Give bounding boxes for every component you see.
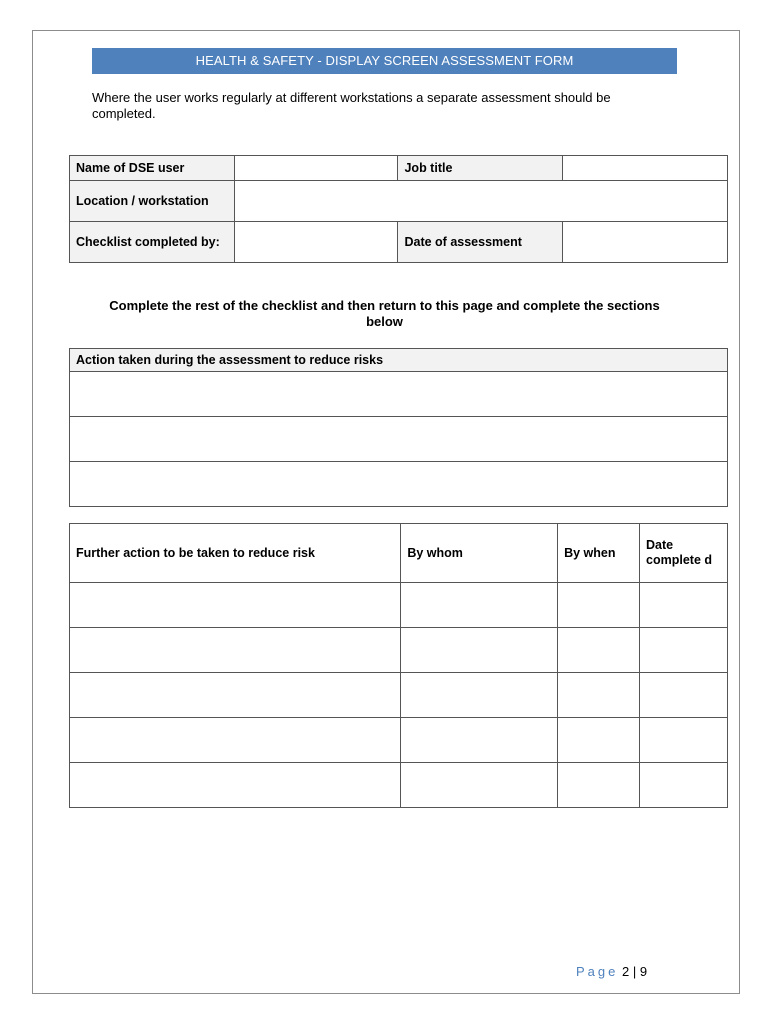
intro-text: Where the user works regularly at different workstations a separate assessment should be completed. (92, 90, 611, 121)
page-number-footer (576, 964, 647, 979)
date-completed-header: Date complete d (640, 524, 728, 583)
checklist-completed-by-field[interactable] (234, 222, 398, 263)
table-row (70, 673, 728, 718)
date-of-assessment-field[interactable] (563, 222, 728, 263)
actions-taken-header: Action taken during the assessment to reduce risks (70, 349, 728, 372)
by-whom-cell[interactable] (401, 583, 558, 628)
date-completed-cell[interactable] (640, 718, 728, 763)
table-row (70, 583, 728, 628)
further-action-cell[interactable] (70, 718, 401, 763)
name-of-dse-user-label: Name of DSE user (70, 156, 235, 181)
actions-taken-table (69, 348, 728, 507)
by-whom-cell[interactable] (401, 718, 558, 763)
by-when-header: By when (558, 524, 640, 583)
by-whom-cell[interactable] (401, 628, 558, 673)
by-when-cell[interactable] (558, 718, 640, 763)
checklist-completed-by-label: Checklist completed by: (70, 222, 235, 263)
by-when-cell[interactable] (558, 673, 640, 718)
by-whom-header: By whom (401, 524, 558, 583)
further-action-table (69, 523, 728, 808)
table-row (70, 628, 728, 673)
date-completed-cell[interactable] (640, 673, 728, 718)
page-number: 2 | 9 (622, 964, 648, 979)
further-action-cell[interactable] (70, 583, 401, 628)
date-completed-cell[interactable] (640, 583, 728, 628)
further-action-cell[interactable] (70, 763, 401, 808)
further-action-header: Further action to be taken to reduce risk (70, 524, 401, 583)
location-workstation-label: Location / workstation (70, 181, 235, 222)
by-when-cell[interactable] (558, 583, 640, 628)
job-title-label: Job title (398, 156, 563, 181)
date-completed-cell[interactable] (640, 763, 728, 808)
by-whom-cell[interactable] (401, 763, 558, 808)
action-taken-row-3[interactable] (70, 462, 728, 507)
by-whom-cell[interactable] (401, 673, 558, 718)
action-taken-row-1[interactable] (70, 372, 728, 417)
date-completed-cell[interactable] (640, 628, 728, 673)
by-when-cell[interactable] (558, 763, 640, 808)
table-row (70, 763, 728, 808)
job-title-field[interactable] (563, 156, 728, 181)
by-when-cell[interactable] (558, 628, 640, 673)
user-info-table (69, 155, 728, 263)
further-action-cell[interactable] (70, 673, 401, 718)
location-workstation-field[interactable] (234, 181, 727, 222)
table-row (70, 718, 728, 763)
date-of-assessment-label: Date of assessment (398, 222, 563, 263)
further-action-cell[interactable] (70, 628, 401, 673)
action-taken-row-2[interactable] (70, 417, 728, 462)
name-of-dse-user-field[interactable] (234, 156, 398, 181)
form-title-banner: HEALTH & SAFETY - DISPLAY SCREEN ASSESSMENT FORM (92, 48, 677, 74)
instruction-text: Complete the rest of the checklist and then return to this page and complete the sections below (109, 298, 660, 329)
page-word: Page (576, 964, 619, 979)
